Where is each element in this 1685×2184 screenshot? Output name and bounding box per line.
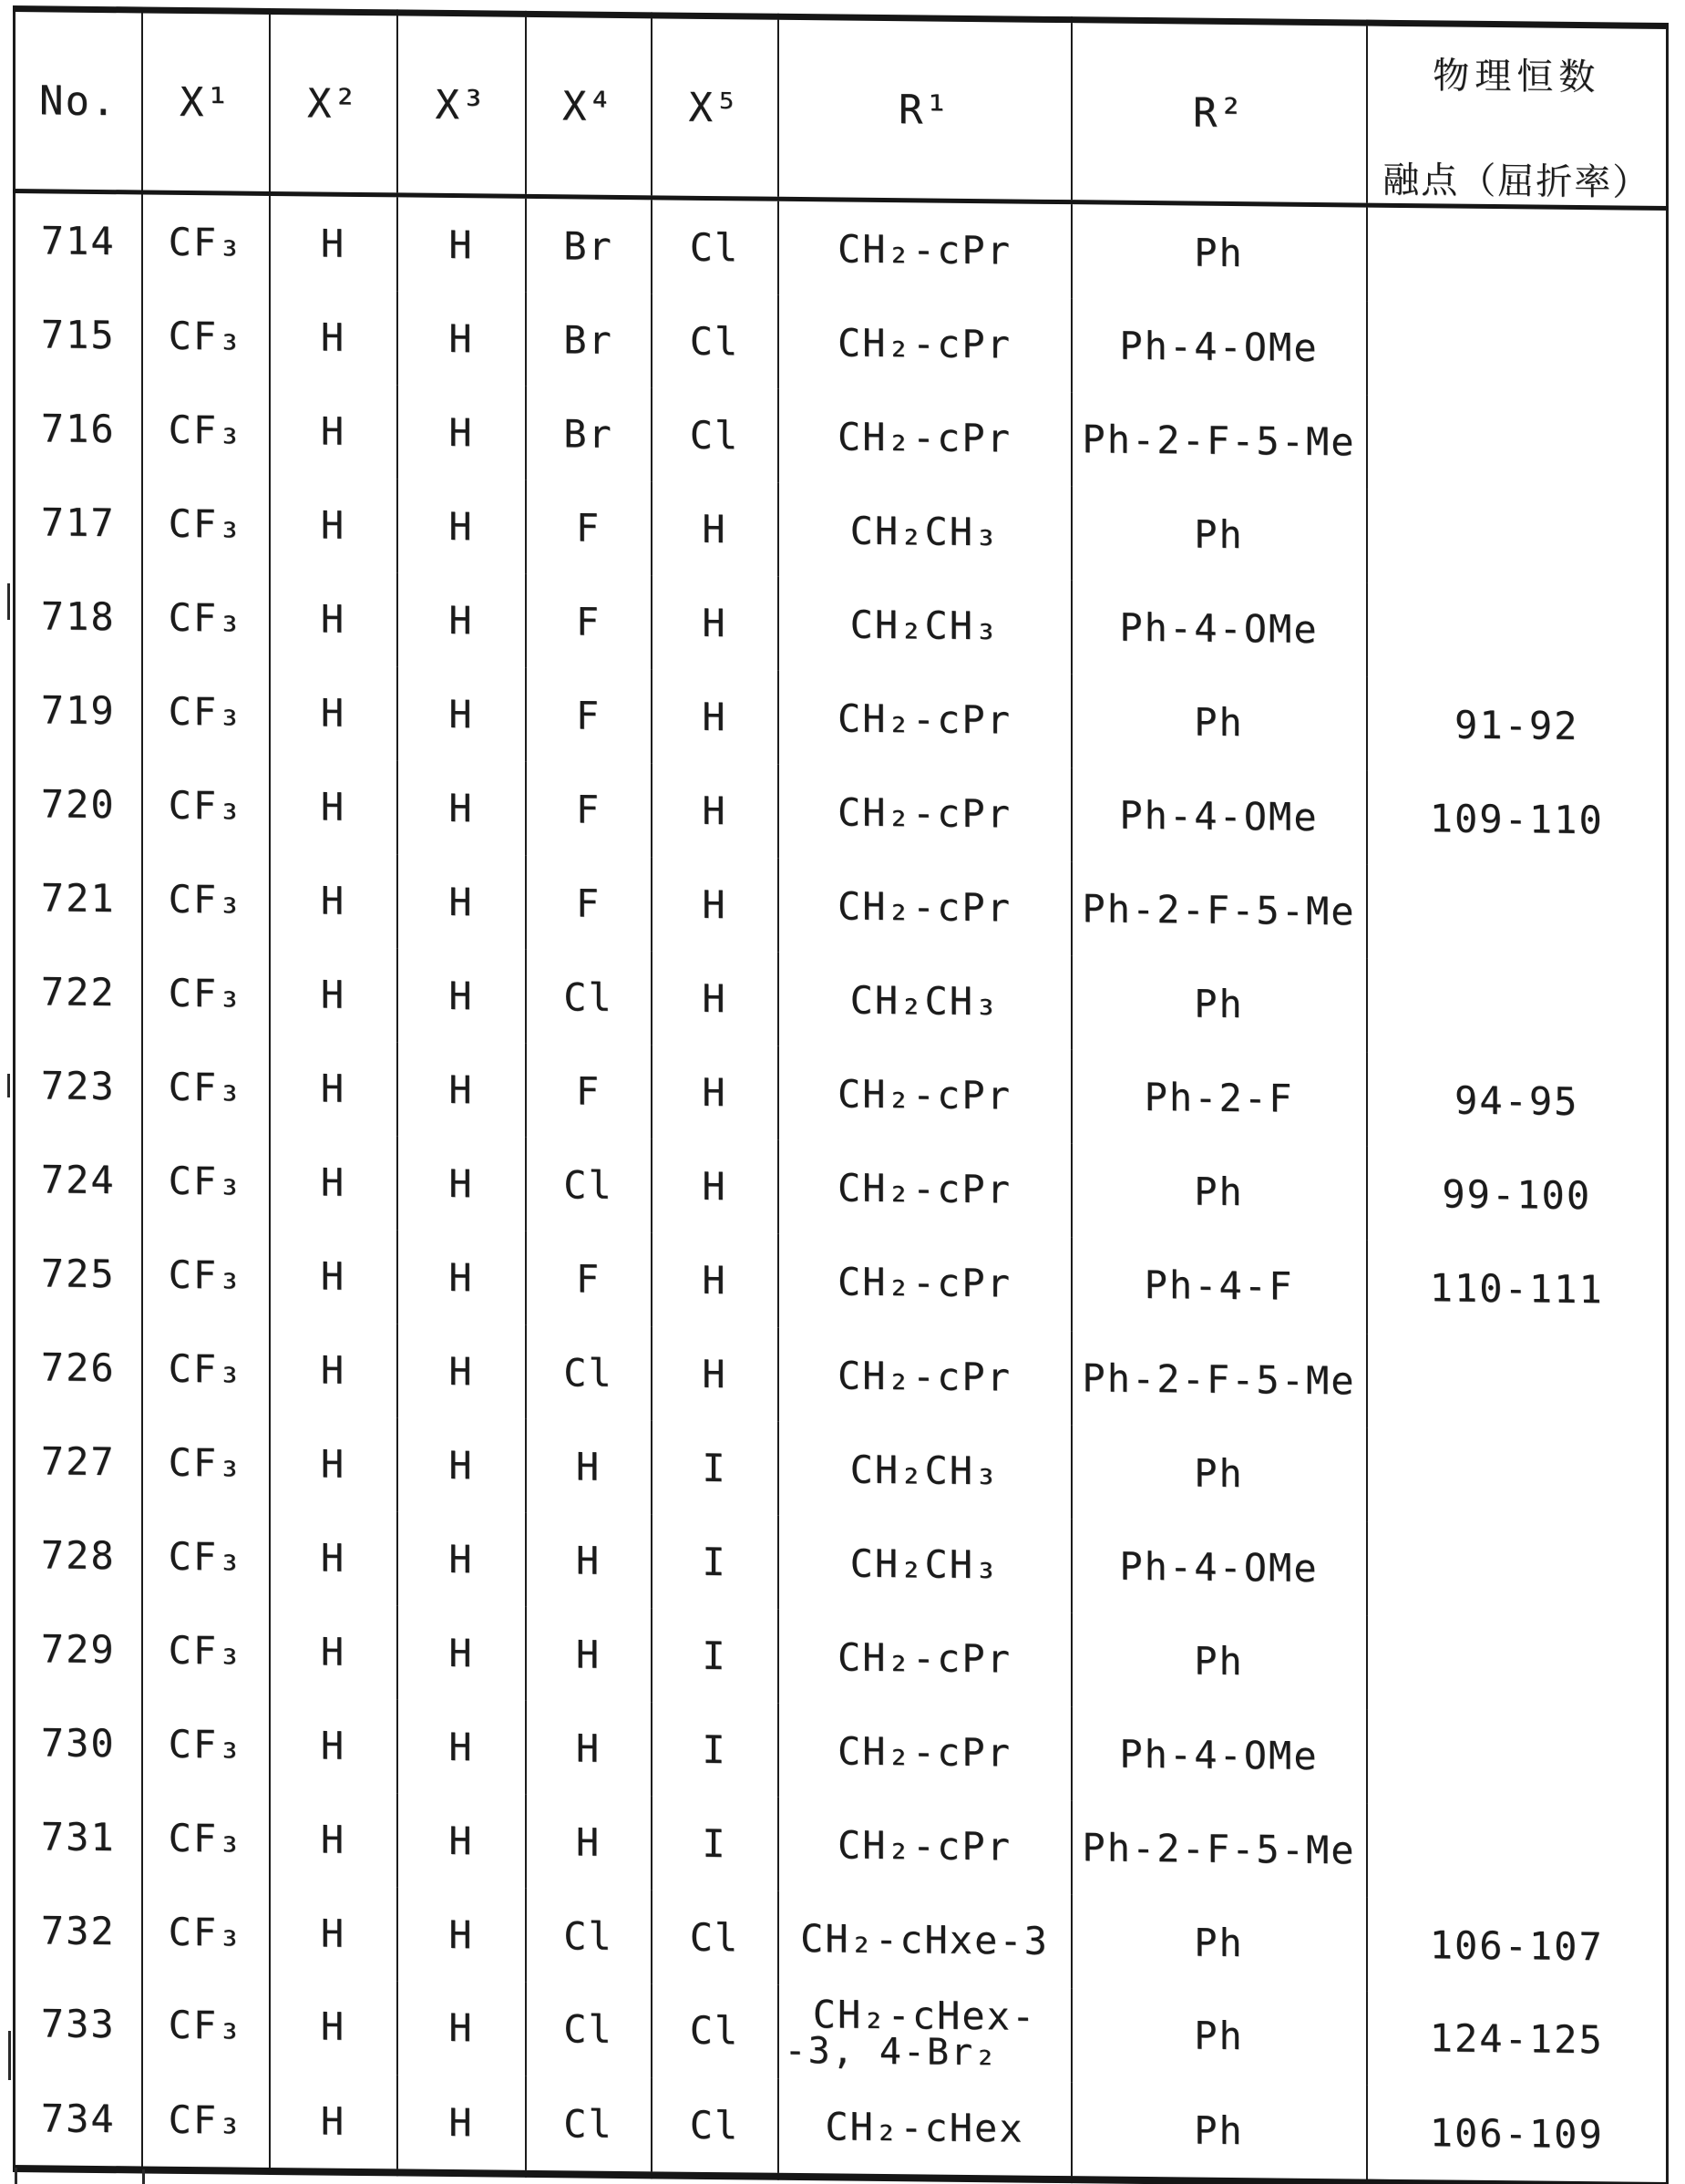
- cell-mp: [1367, 1522, 1668, 1619]
- cell-x5: H: [652, 763, 778, 858]
- cell-x3: H: [397, 385, 526, 479]
- cell-mp: [1367, 489, 1668, 586]
- cell-mp: [1367, 959, 1668, 1056]
- cell-x1: CF₃: [142, 288, 270, 383]
- cell-x5: H: [652, 1045, 778, 1139]
- cell-no: 722: [15, 944, 142, 1039]
- cell-mp: [1367, 1710, 1668, 1807]
- cell-x3: H: [397, 1605, 526, 1700]
- cell-x3: H: [397, 1699, 526, 1794]
- cell-r2: Ph: [1072, 1894, 1367, 1991]
- cell-r2: Ph-4-F: [1072, 1237, 1367, 1334]
- cell-r2: Ph-4-OMe: [1072, 1519, 1367, 1615]
- cell-x4: H: [526, 1795, 652, 1890]
- cell-x3: H: [397, 572, 526, 667]
- cell-x1: CF₃: [142, 1602, 270, 1697]
- table-row: [15, 1789, 1668, 1901]
- cell-x3: H: [397, 854, 526, 949]
- table-row: [15, 381, 1668, 492]
- cell-x5: H: [652, 951, 778, 1046]
- cell-x4: F: [526, 856, 652, 951]
- header-row: [15, 9, 1668, 209]
- cell-x2: H: [270, 665, 397, 760]
- cell-x5: Cl: [652, 1890, 778, 1984]
- cell-x1: CF₃: [142, 1978, 270, 2073]
- cell-r2: Ph: [1072, 955, 1367, 1052]
- cell-x2: H: [270, 1323, 397, 1417]
- cell-r2: Ph-2-F-5-Me: [1072, 392, 1367, 489]
- cell-x2: H: [270, 572, 397, 666]
- cell-r1: [778, 1234, 1072, 1331]
- r1-value: CH₂-cPr: [837, 414, 1012, 461]
- cell-x5: Cl: [652, 294, 778, 388]
- cell-x4: F: [526, 574, 652, 669]
- cell-x4: H: [526, 1419, 652, 1514]
- cell-no: 727: [15, 1414, 142, 1509]
- cell-r1: [778, 199, 1072, 298]
- cell-x3: H: [397, 2075, 526, 2173]
- r1-value: CH₂-cHex-: [812, 1992, 1037, 2040]
- cell-r2: Ph-2-F: [1072, 1049, 1367, 1146]
- cell-x1: CF₃: [142, 192, 270, 290]
- cell-mp: [1367, 302, 1668, 398]
- col-header-no: No.: [15, 9, 142, 192]
- cell-r1: [778, 1422, 1072, 1519]
- r1-value: CH₂-cHex: [825, 2104, 1024, 2151]
- cell-x3: H: [397, 1042, 526, 1137]
- cell-mp: [1367, 1334, 1668, 1431]
- cell-no: 717: [15, 475, 142, 570]
- cell-x3: H: [397, 948, 526, 1043]
- r1-value-continued: -3, 4-Br₂: [784, 2029, 999, 2074]
- cell-r1: [778, 1610, 1072, 1706]
- col-header-x1: X¹: [142, 10, 270, 193]
- cell-x5: I: [652, 1702, 778, 1797]
- cell-r2: Ph: [1072, 1425, 1367, 1521]
- cell-x1: CF₃: [142, 1133, 270, 1228]
- cell-x4: Cl: [526, 2076, 652, 2175]
- r1-value: CH₂-cPr: [837, 883, 1012, 931]
- cell-no: 714: [15, 191, 142, 289]
- cell-r2: Ph-2-F-5-Me: [1072, 861, 1367, 958]
- cell-x1: CF₃: [142, 1039, 270, 1134]
- cell-x1: CF₃: [142, 2072, 270, 2170]
- cell-r1: [778, 953, 1072, 1049]
- table-row: [15, 1602, 1668, 1713]
- cell-no: 723: [15, 1038, 142, 1133]
- cell-x2: H: [270, 759, 397, 854]
- r1-value: CH₂-cPr: [837, 1634, 1012, 1682]
- cell-r2: Ph: [1072, 202, 1367, 302]
- cell-mp: [1367, 583, 1668, 680]
- cell-mp: 91-92: [1367, 677, 1668, 774]
- cell-x5: I: [652, 1420, 778, 1515]
- cell-x2: H: [270, 384, 397, 479]
- cell-mp: 106-109: [1367, 2086, 1668, 2184]
- table-row: [15, 1320, 1668, 1431]
- table-row: [15, 1414, 1668, 1525]
- cell-x2: H: [270, 290, 397, 385]
- table-row: [15, 569, 1668, 680]
- cell-r1: [778, 2079, 1072, 2179]
- table-row: [15, 1226, 1668, 1337]
- cell-mp: 94-95: [1367, 1053, 1668, 1149]
- cell-no: 726: [15, 1320, 142, 1415]
- cell-mp: 110-111: [1367, 1241, 1668, 1337]
- table-row: [15, 2071, 1668, 2184]
- cell-r2: Ph-4-OMe: [1072, 767, 1367, 864]
- cell-x2: H: [270, 1886, 397, 1981]
- cell-x4: Cl: [526, 1325, 652, 1420]
- cell-x5: I: [652, 1514, 778, 1609]
- cell-no: 725: [15, 1226, 142, 1321]
- cell-x4: F: [526, 1231, 652, 1326]
- cell-r1: [778, 295, 1072, 392]
- cell-x1: CF₃: [142, 945, 270, 1040]
- cell-x1: CF₃: [142, 1884, 270, 1979]
- cell-x2: H: [270, 1980, 397, 2075]
- col-header-r2: R²: [1072, 20, 1367, 205]
- cell-x2: H: [270, 2074, 397, 2172]
- cell-r2: Ph-2-F-5-Me: [1072, 1331, 1367, 1427]
- cell-x3: H: [397, 1136, 526, 1231]
- cell-x2: H: [270, 1510, 397, 1605]
- cell-x3: H: [397, 1511, 526, 1606]
- cell-x4: F: [526, 762, 652, 857]
- cell-x4: F: [526, 480, 652, 575]
- cell-mp: [1367, 865, 1668, 962]
- cell-no: 728: [15, 1508, 142, 1602]
- cell-mp: 124-125: [1367, 1992, 1668, 2088]
- cell-x4: Cl: [526, 1983, 652, 2077]
- r1-value: CH₂-cPr: [837, 1165, 1012, 1212]
- cell-r1: [778, 1328, 1072, 1425]
- cell-x2: H: [270, 853, 397, 948]
- cell-x5: H: [652, 1326, 778, 1421]
- cell-x2: H: [270, 947, 397, 1042]
- cell-x2: H: [270, 1229, 397, 1324]
- cell-no: 730: [15, 1695, 142, 1790]
- cell-x3: H: [397, 1417, 526, 1512]
- table-row: [15, 1508, 1668, 1619]
- cell-mp: 109-110: [1367, 771, 1668, 868]
- physical-constants-label: 物理恒数: [1433, 55, 1601, 99]
- r1-value: CH₂-cHxe-3: [800, 1916, 1049, 1963]
- cell-x5: H: [652, 575, 778, 670]
- cell-x4: Cl: [526, 1889, 652, 1983]
- cell-r2: Ph: [1072, 1988, 1367, 2085]
- table-row: [15, 1977, 1668, 2088]
- cell-x5: H: [652, 1232, 778, 1327]
- r1-value: CH₂-cPr: [837, 320, 1012, 367]
- cell-r1: [778, 1516, 1072, 1612]
- col-header-x4: X⁴: [526, 14, 652, 197]
- cell-r1: [778, 1046, 1072, 1143]
- cell-no: 733: [15, 1977, 142, 2072]
- cell-r2: Ph: [1072, 486, 1367, 582]
- cell-r1: [778, 1985, 1072, 2082]
- cell-x5: H: [652, 857, 778, 952]
- r1-value: CH₂CH₃: [849, 1540, 1000, 1588]
- cell-r2: Ph: [1072, 674, 1367, 770]
- cell-mp: [1367, 1804, 1668, 1901]
- cell-x1: CF₃: [142, 1696, 270, 1791]
- col-header-r1: R¹: [778, 16, 1072, 201]
- table-row: [15, 1132, 1668, 1243]
- cell-no: 731: [15, 1789, 142, 1884]
- cell-x3: H: [397, 666, 526, 761]
- cell-x2: H: [270, 1698, 397, 1793]
- cell-r2: Ph-4-OMe: [1072, 580, 1367, 676]
- cell-x5: Cl: [652, 1983, 778, 2078]
- scan-artifact: [7, 1074, 10, 1097]
- cell-r1: [778, 765, 1072, 861]
- cell-mp: [1367, 1428, 1668, 1525]
- cell-r2: Ph-4-OMe: [1072, 1706, 1367, 1803]
- cell-r1: [778, 1891, 1072, 1988]
- cell-r1: [778, 389, 1072, 486]
- cell-r2: Ph-2-F-5-Me: [1072, 1800, 1367, 1897]
- cell-x5: I: [652, 1796, 778, 1890]
- cell-no: 732: [15, 1883, 142, 1978]
- cell-r2: Ph: [1072, 1143, 1367, 1240]
- cell-x4: F: [526, 1044, 652, 1138]
- cell-no: 721: [15, 850, 142, 945]
- cell-x5: H: [652, 481, 778, 576]
- r1-value: CH₂CH₃: [849, 977, 1000, 1025]
- cell-x1: CF₃: [142, 664, 270, 758]
- cell-x4: Cl: [526, 1138, 652, 1232]
- cell-x5: Cl: [652, 387, 778, 482]
- cell-x1: CF₃: [142, 1509, 270, 1603]
- cell-x1: CF₃: [142, 1415, 270, 1509]
- cell-x2: H: [270, 1604, 397, 1699]
- cell-x3: H: [397, 291, 526, 386]
- cell-x1: CF₃: [142, 382, 270, 477]
- cell-x3: H: [397, 760, 526, 855]
- cell-x3: H: [397, 1230, 526, 1324]
- r1-value: CH₂CH₃: [849, 602, 1000, 649]
- table-row: [15, 287, 1668, 398]
- r1-value: CH₂CH₃: [849, 508, 1000, 555]
- cell-x4: Br: [526, 196, 652, 294]
- cell-x5: Cl: [652, 2077, 778, 2176]
- r1-value: CH₂-cPr: [837, 1353, 1012, 1400]
- r1-value: CH₂-cPr: [837, 1728, 1012, 1776]
- cell-r2: Ph: [1072, 1612, 1367, 1709]
- cell-x1: CF₃: [142, 1790, 270, 1885]
- table-row: [15, 475, 1668, 586]
- cell-r1: [778, 1704, 1072, 1800]
- table-row: [15, 757, 1668, 868]
- cell-no: 720: [15, 757, 142, 851]
- cell-x1: CF₃: [142, 476, 270, 571]
- scan-artifact: [7, 583, 10, 620]
- cell-x5: I: [652, 1608, 778, 1703]
- cell-x4: H: [526, 1701, 652, 1796]
- cell-mp: [1367, 1616, 1668, 1713]
- r1-value: CH₂-cPr: [837, 226, 1012, 273]
- table-row: [15, 1695, 1668, 1807]
- cell-x4: Br: [526, 293, 652, 387]
- cell-x4: H: [526, 1607, 652, 1702]
- cell-x1: CF₃: [142, 570, 270, 664]
- cell-x5: Cl: [652, 198, 778, 295]
- cell-r1: [778, 1140, 1072, 1237]
- table-row: [15, 663, 1668, 774]
- cell-x1: CF₃: [142, 851, 270, 946]
- cell-r2: Ph-4-OMe: [1072, 298, 1367, 395]
- cell-x4: Br: [526, 386, 652, 481]
- cell-no: 719: [15, 663, 142, 757]
- cell-no: 729: [15, 1602, 142, 1696]
- cell-x1: CF₃: [142, 1227, 270, 1322]
- cell-x3: H: [397, 1793, 526, 1888]
- cell-x1: CF₃: [142, 1321, 270, 1416]
- table-row: [15, 1038, 1668, 1149]
- cell-x3: H: [397, 1981, 526, 2076]
- table-sheet: [13, 5, 1669, 2184]
- compound-table: [13, 5, 1669, 2184]
- cell-x5: H: [652, 1138, 778, 1233]
- cell-x2: H: [270, 478, 397, 572]
- cell-x3: H: [397, 1887, 526, 1982]
- cell-x3: H: [397, 479, 526, 573]
- r1-value: CH₂-cPr: [837, 1259, 1012, 1306]
- cell-x4: F: [526, 668, 652, 763]
- r1-value: CH₂-cPr: [837, 789, 1012, 837]
- table-row: [15, 944, 1668, 1056]
- cell-mp: [1367, 205, 1668, 304]
- cell-x2: H: [270, 1135, 397, 1230]
- cell-no: 724: [15, 1132, 142, 1227]
- cell-x2: H: [270, 1792, 397, 1887]
- cell-r1: [778, 483, 1072, 580]
- cell-r1: [778, 859, 1072, 955]
- cell-no: 734: [15, 2071, 142, 2169]
- cell-mp: 106-107: [1367, 1898, 1668, 1994]
- col-header-x2: X²: [270, 11, 397, 194]
- col-header-x5: X⁵: [652, 15, 778, 199]
- melting-point-label: 融点（屈折率）: [1382, 159, 1651, 204]
- cell-x3: H: [397, 1324, 526, 1418]
- cell-mp: 99-100: [1367, 1147, 1668, 1243]
- scan-artifact: [8, 2031, 11, 2080]
- table-row: [15, 191, 1668, 304]
- col-header-physical-constants: [1367, 23, 1668, 208]
- cell-x1: CF₃: [142, 757, 270, 852]
- cell-x2: H: [270, 1417, 397, 1511]
- cell-no: 715: [15, 287, 142, 382]
- cell-x4: H: [526, 1513, 652, 1608]
- cell-no: 716: [15, 381, 142, 476]
- scan-artifact: [142, 2169, 145, 2184]
- cell-r1: [778, 671, 1072, 767]
- cell-no: 718: [15, 569, 142, 664]
- cell-x2: H: [270, 1041, 397, 1136]
- r1-value: CH₂-cPr: [837, 1822, 1012, 1870]
- cell-x4: Cl: [526, 950, 652, 1045]
- r1-value: CH₂-cPr: [837, 695, 1012, 743]
- cell-x3: H: [397, 195, 526, 293]
- table-row: [15, 850, 1668, 962]
- r1-value: CH₂CH₃: [849, 1447, 1000, 1494]
- scan-artifact: [15, 2168, 17, 2184]
- cell-mp: [1367, 396, 1668, 492]
- col-header-x3: X³: [397, 13, 526, 196]
- cell-r1: [778, 577, 1072, 674]
- cell-x5: H: [652, 669, 778, 764]
- cell-r1: [778, 1798, 1072, 1894]
- cell-r2: Ph: [1072, 2082, 1367, 2182]
- table-row: [15, 1883, 1668, 1994]
- cell-x2: H: [270, 193, 397, 291]
- r1-value: CH₂-cPr: [837, 1071, 1012, 1118]
